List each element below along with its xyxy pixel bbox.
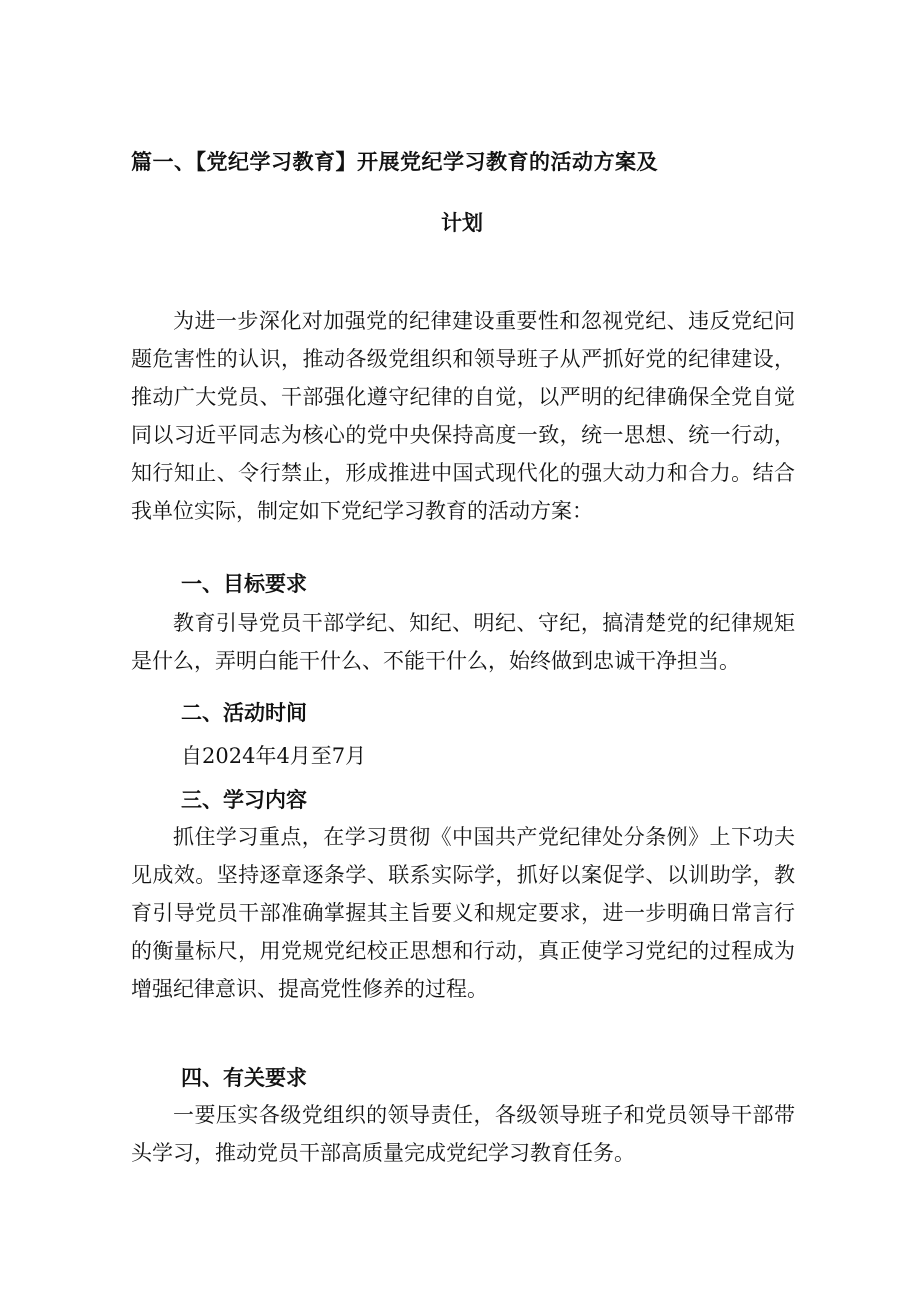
document-title-continued: 计划 bbox=[441, 210, 483, 235]
section-body-requirements: 一要压实各级党组织的领导责任，各级领导班子和党员领导干部带头学习，推动党员干部高质量完成党纪学习教育任务。 bbox=[131, 1103, 795, 1165]
section-heading-content: 三、学习内容 bbox=[181, 787, 307, 812]
section-heading-goals: 一、目标要求 bbox=[181, 571, 307, 596]
section-body-time: 自2024年4月至7月 bbox=[181, 744, 367, 768]
section-body-content: 抓住学习重点，在学习贯彻《中国共产党纪律处分条例》上下功夫见成效。坚持逐章逐条学、联系实际学，抓好以案促学、以训助学，教育引导党员干部准确掌握其主旨要义和规定要求，进一步明确日常言行的衡量标尺，用党规党纪校正思想和行动，真正使学习党纪的过程成为增强纪律意识、提高党性修养的过程。 bbox=[131, 825, 795, 1001]
section-heading-time: 二、活动时间 bbox=[181, 700, 307, 725]
intro-paragraph: 为进一步深化对加强党的纪律建设重要性和忽视党纪、违反党纪问题危害性的认识，推动各级党组织和领导班子从严抓好党的纪律建设，推动广大党员、干部强化遵守纪律的自觉，以严明的纪律确保全党自觉同以习近平同志为核心的党中央保持高度一致，统一思想、统一行动，知行知止、令行禁止，形成推进中国式现代化的强大动力和合力。结合我单位实际，制定如下党纪学习教育的活动方案： bbox=[131, 309, 795, 523]
document-title: 篇一、【党纪学习教育】开展党纪学习教育的活动方案及 bbox=[131, 149, 658, 174]
section-body-goals: 教育引导党员干部学纪、知纪、明纪、守纪，搞清楚党的纪律规矩是什么，弄明白能干什么、不能干什么，始终做到忠诚干净担当。 bbox=[131, 611, 795, 673]
section-heading-requirements: 四、有关要求 bbox=[181, 1065, 307, 1090]
